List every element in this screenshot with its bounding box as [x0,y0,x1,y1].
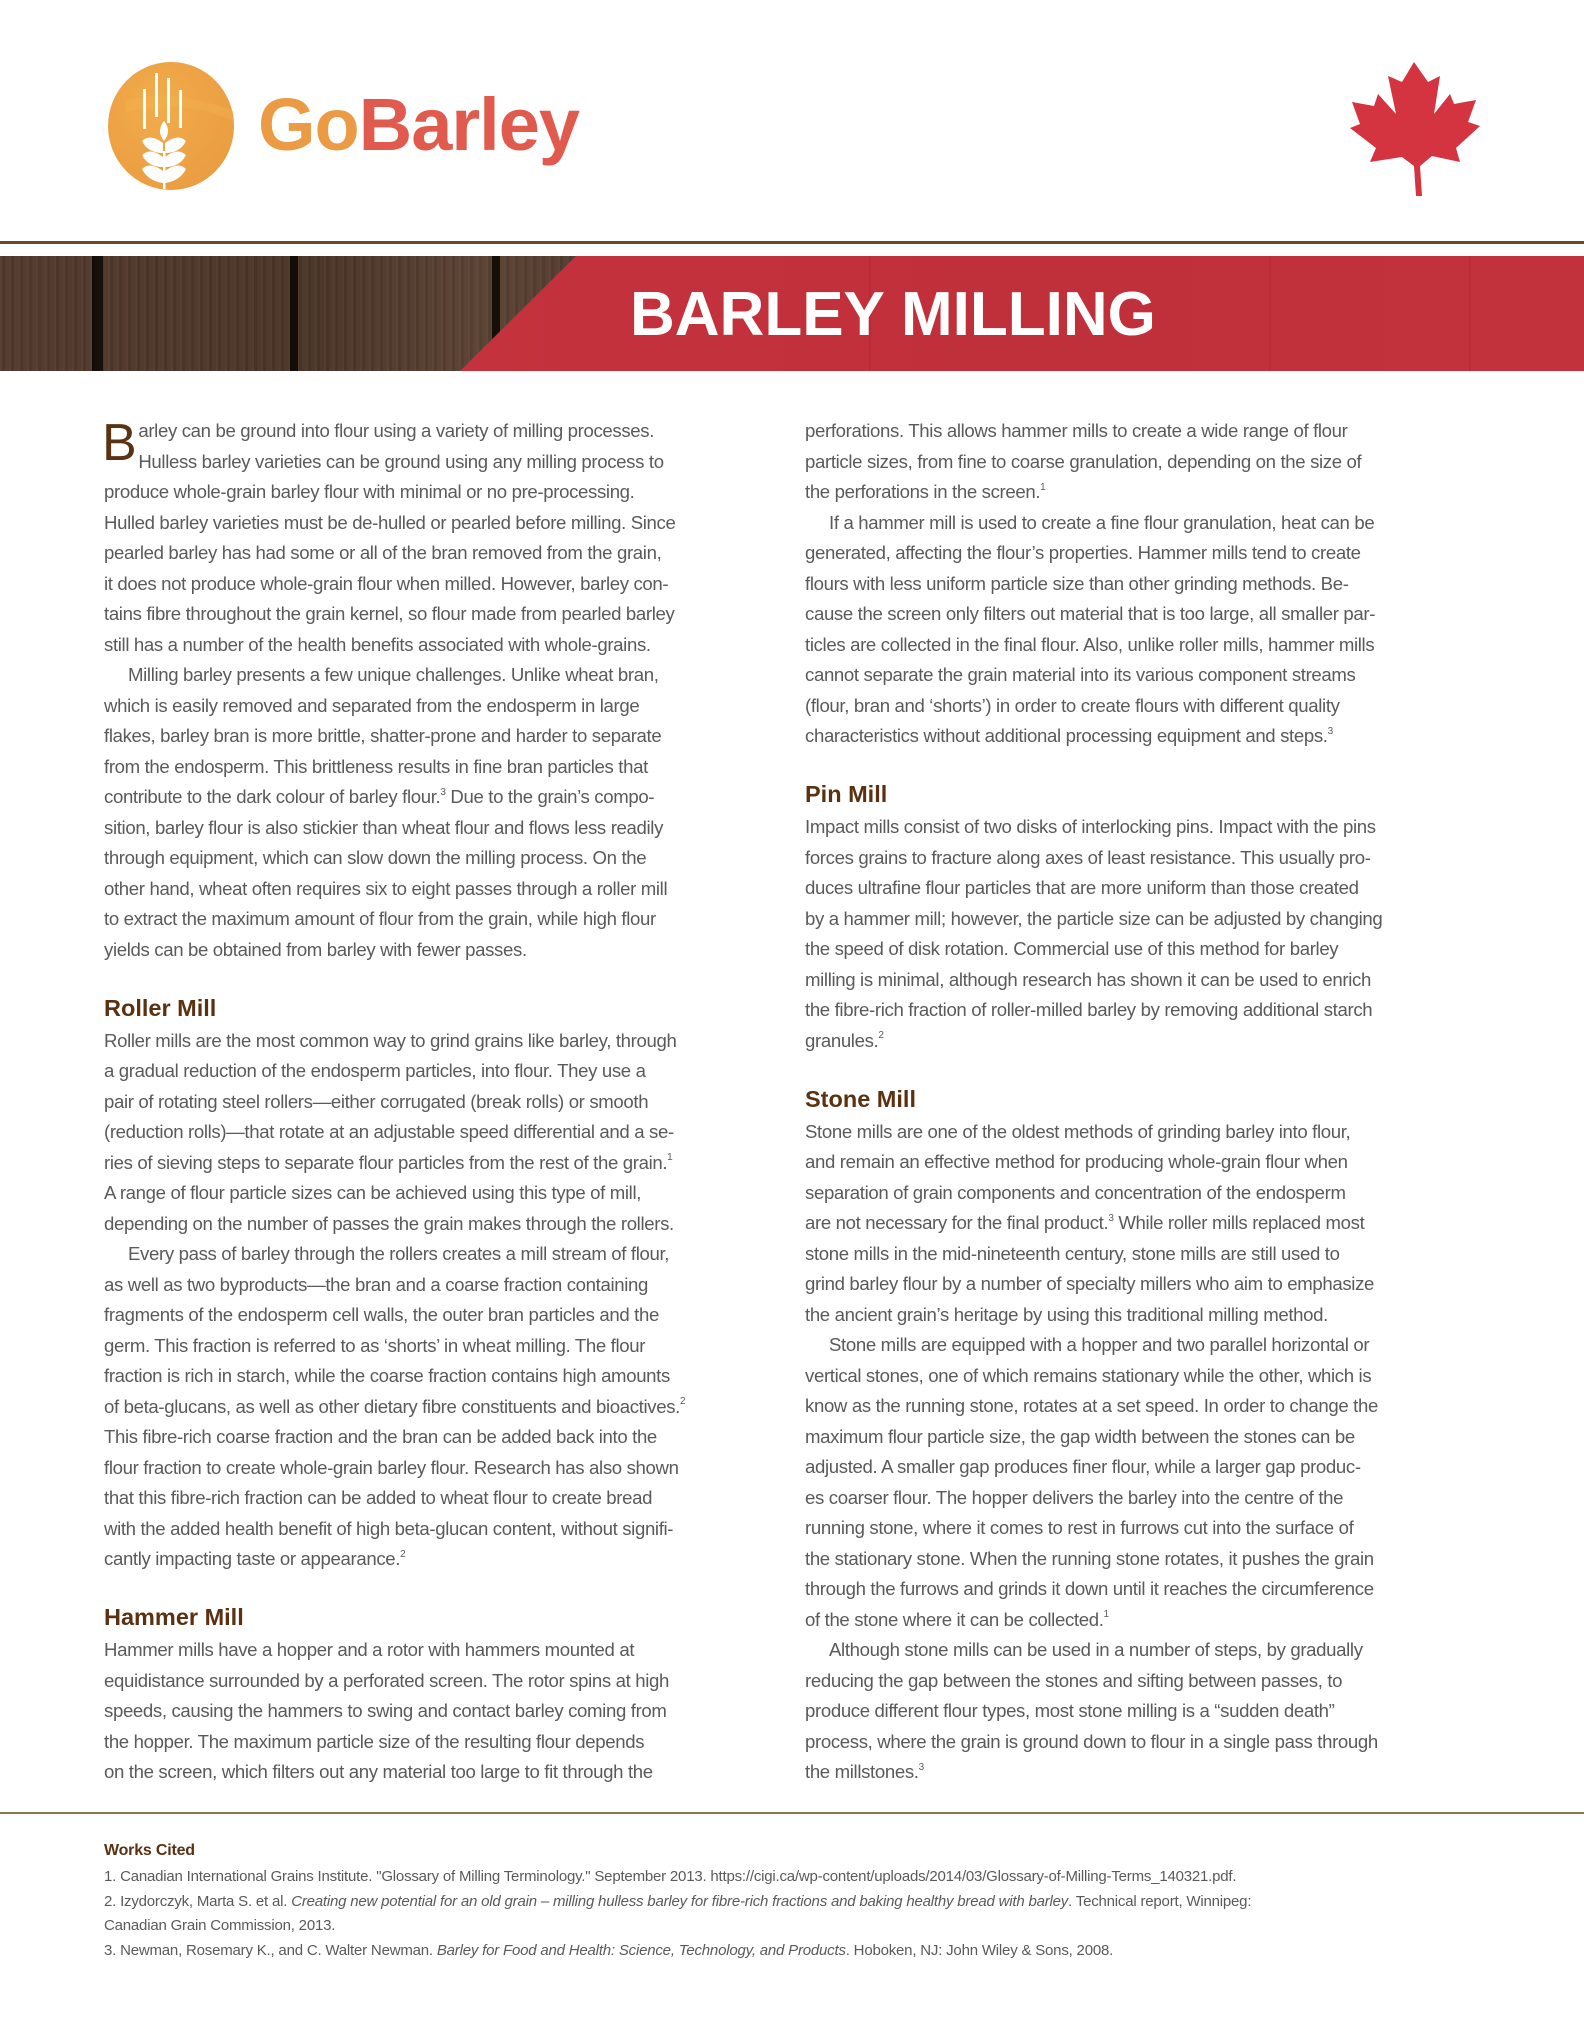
gobarley-logo-icon [106,61,236,191]
paragraph [805,1117,1485,1331]
text-line: fraction is rich in starch, while the coarse fraction contains high amounts [104,1365,670,1386]
text-line: the hopper. The maximum particle size of the resulting flour depends [104,1730,645,1752]
italic-title: Creating new potential for an old grain – milling hulless barley for fibre-rich fractions and baking healthy bread with barley [291,1892,1069,1910]
text-line [805,1605,1485,1636]
paragraph [104,1635,784,1788]
text-line: the speed of disk rotation. Commercial use of this method for barley [805,938,1339,959]
text-segment: 1. Canadian International Grains Institute. "Glossary of Milling Terminology." September 2013. https://cigi.ca/wp-content/uploads/2014/03/Glossary-of-Milling-Terms_140321.pdf. [104,1868,1237,1885]
text-line: produce different flour types, most stone milling is a “sudden death” [805,1700,1335,1721]
paragraph [104,660,784,965]
text-line: to extract the maximum amount of flour from the grain, while high flour [104,908,656,929]
paragraph [805,812,1485,1056]
text-line: equidistance surrounded by a perforated screen. The rotor spins at high [104,1669,670,1691]
paragraph [104,416,784,660]
text-line: produce whole-grain barley flour with minimal or no pre-processing. [104,481,635,502]
text-line: fragments of the endosperm cell walls, the outer bran particles and the [104,1304,659,1325]
text-line: through equipment, which can slow down the milling process. On the [104,847,647,868]
text-line: arley can be ground into flour using a variety of milling processes. [138,420,655,441]
text-segment: cantly impacting taste or appearance. [104,1548,401,1569]
text-line: yields can be obtained from barley with fewer passes. [104,938,527,960]
header-divider [0,241,1584,244]
footnote-ref: 1 [667,1152,673,1164]
text-line: tains fibre throughout the grain kernel, so flour made from pearled barley [104,603,675,624]
text-line: which is easily removed and separated from the endosperm in large [104,694,640,716]
text-segment: While roller mills replaced most [1113,1212,1365,1233]
footnote-ref: 1 [1040,481,1046,493]
text-line: sition, barley flour is also stickier than wheat flour and flows less readily [104,816,664,838]
text-segment: 3. Newman, Rosemary K., and C. Walter Newman. [104,1941,437,1959]
text-line: it does not produce whole-grain flour when milled. However, barley con- [104,572,669,594]
paragraph [104,1026,784,1240]
text-line: milling is minimal, although research has shown it can be used to enrich [805,968,1371,990]
right-column [805,416,1485,1788]
text-line: flours with less uniform particle size than other grinding methods. Be- [805,572,1349,594]
footnote-ref: 3 [918,1761,924,1773]
text-segment: Canadian Grain Commission, 2013. [104,1917,336,1934]
drop-cap: B [102,414,137,472]
text-line [805,1026,1485,1057]
text-segment: characteristics without additional processing equipment and steps. [805,725,1328,746]
brand-barley: Barley [358,83,580,166]
italic-title: Barley for Food and Health: Science, Technology, and Products [436,1941,846,1959]
text-line: from the endosperm. This brittleness results in fine bran particles that [104,755,648,777]
wheat-circle-icon [106,61,236,191]
citation-line [104,1914,1524,1939]
text-line: cannot separate the grain material into its various component streams [805,664,1356,685]
text-line: flour fraction to create whole-grain barley flour. Research has also shown [104,1456,679,1478]
text-segment: ries of sieving steps to separate flour particles from the rest of the grain. [104,1151,668,1173]
works-cited-title: Works Cited [104,1842,195,1859]
text-segment: granules. [805,1029,879,1051]
left-column [104,416,784,1788]
brand-go: Go [258,83,359,166]
text-line: on the screen, which filters out any material too large to fit through the [104,1761,653,1782]
text-line: depending on the number of passes the grain makes through the rollers. [104,1212,674,1234]
text-line: If a hammer mill is used to create a fine flour granulation, heat can be [829,511,1375,533]
text-segment: of the stone where it can be collected. [805,1608,1104,1630]
text-line: flakes, barley bran is more brittle, shatter-prone and harder to separate [104,725,662,746]
section-heading: Stone Mill [805,1085,916,1112]
text-line: A range of flour particle sizes can be achieved using this type of mill, [104,1182,642,1203]
text-line: by a hammer mill; however, the particle size can be adjusted by changing [805,907,1383,929]
page-title: BARLEY MILLING [630,280,1156,349]
text-line: and remain an effective method for producing whole-grain flour when [805,1151,1348,1172]
text-line: This fibre-rich coarse fraction and the bran can be added back into the [104,1426,657,1447]
footnote-ref: 3 [440,786,446,798]
text-line: know as the running stone, rotates at a set speed. In order to change the [805,1395,1378,1416]
text-line: adjusted. A smaller gap produces finer flour, while a larger gap produc- [805,1456,1361,1477]
text-line: still has a number of the health benefits associated with whole-grains. [104,633,651,655]
text-line: with the added health benefit of high beta-glucan content, without signifi- [104,1517,674,1539]
text-line: germ. This fraction is referred to as ‘shorts’ in wheat milling. The flour [104,1334,646,1356]
footnote-ref: 2 [878,1030,884,1042]
text-line: pair of rotating steel rollers—either corrugated (break rolls) or smooth [104,1090,649,1112]
brand-wordmark [258,80,579,170]
text-segment: the millstones. [805,1761,919,1782]
text-segment: of beta-glucans, as well as other dietary fibre constituents and bioactives. [104,1395,680,1417]
footnote-ref: 2 [400,1548,406,1560]
text-segment: Due to the grain’s compo- [445,786,655,807]
text-line: generated, affecting the flour’s properties. Hammer mills tend to create [805,542,1361,563]
text-line: a gradual reduction of the endosperm particles, into flour. They use a [104,1060,646,1081]
text-line: Every pass of barley through the rollers creates a mill stream of flour, [128,1243,670,1264]
text-line [805,1208,1485,1239]
text-segment: contribute to the dark colour of barley flour. [104,786,441,807]
text-line: stone mills in the mid-nineteenth century, stone mills are still used to [805,1242,1340,1264]
text-line: grind barley flour by a number of specialty millers who aim to emphasize [805,1273,1375,1294]
text-segment: . Hoboken, NJ: John Wiley & Sons, 2008. [845,1941,1114,1959]
paragraph [805,416,1485,508]
footnote-ref: 3 [1327,725,1333,737]
text-line: perforations. This allows hammer mills to create a wide range of flour [805,420,1348,441]
text-line: through the furrows and grinds it down until it reaches the circumference [805,1578,1374,1599]
text-line: cause the screen only filters out material that is too large, all smaller par- [805,603,1376,624]
text-line [805,1757,1485,1788]
paragraph [805,508,1485,752]
text-line: Milling barley presents a few unique challenges. Unlike wheat bran, [128,664,659,685]
text-segment: the perforations in the screen. [805,481,1041,502]
text-line: ticles are collected in the final flour. Also, unlike roller mills, hammer mills [805,633,1375,655]
section-heading: Roller Mill [104,994,217,1021]
text-line: that this fibre-rich fraction can be added to wheat flour to create bread [104,1487,653,1508]
text-line: reducing the gap between the stones and sifting between passes, to [805,1669,1343,1691]
paragraph [805,1635,1485,1788]
text-line [104,1544,784,1575]
text-line [805,721,1485,752]
text-segment: are not necessary for the final product. [805,1212,1109,1233]
text-line [805,477,1485,508]
text-line: the ancient grain’s heritage by using this traditional milling method. [805,1303,1328,1325]
title-banner [0,256,1584,371]
text-line: forces grains to fracture along axes of least resistance. This usually pro- [805,846,1371,868]
text-line: particle sizes, from fine to coarse granulation, depending on the size of [805,450,1362,472]
text-line: maximum flour particle size, the gap width between the stones can be [805,1425,1355,1447]
citation-line [104,1939,1524,1964]
text-line: other hand, wheat often requires six to eight passes through a roller mill [104,877,668,899]
section-heading: Pin Mill [805,781,888,807]
footnote-ref: 3 [1108,1212,1114,1224]
text-line: (flour, bran and ‘shorts’) in order to create flours with different quality [805,694,1340,716]
section-heading: Hammer Mill [104,1604,244,1630]
text-line: as well as two byproducts—the bran and a coarse fraction containing [104,1273,648,1295]
text-line: Stone mills are one of the oldest methods of grinding barley into flour, [805,1120,1351,1142]
text-line: pearled barley has had some or all of the bran removed from the grain, [104,542,662,563]
paragraph [805,1330,1485,1635]
maple-leaf-icon [1348,62,1480,196]
text-line: Hulled barley varieties must be de-hulled or pearled before milling. Since [104,511,676,533]
text-line: duces ultrafine flour particles that are more uniform than those created [805,877,1359,898]
text-line: separation of grain components and concentration of the endosperm [805,1181,1346,1203]
text-line: Impact mills consist of two disks of interlocking pins. Impact with the pins [805,816,1376,837]
citation-line [104,1890,1524,1915]
text-line: Although stone mills can be used in a number of steps, by gradually [829,1639,1363,1660]
text-segment: 2. Izydorczyk, Marta S. et al. [104,1892,292,1910]
text-line: (reduction rolls)—that rotate at an adjustable speed differential and a se- [104,1121,674,1142]
text-line: the stationary stone. When the running stone rotates, it pushes the grain [805,1547,1374,1569]
text-line: Hammer mills have a hopper and a rotor with hammers mounted at [104,1639,635,1660]
text-line: es coarser flour. The hopper delivers the barley into the centre of the [805,1486,1344,1508]
text-line: speeds, causing the hammers to swing and contact barley coming from [104,1700,667,1721]
text-line: running stone, where it comes to rest in furrows cut into the surface of [805,1517,1354,1538]
text-line [104,782,784,813]
works-cited [104,1839,1524,1963]
text-segment: . Technical report, Winnipeg: [1068,1892,1252,1910]
works-cited-list [104,1865,1524,1963]
text-line: Roller mills are the most common way to grind grains like barley, through [104,1029,677,1051]
text-line: Stone mills are equipped with a hopper and two parallel horizontal or [829,1334,1370,1355]
text-line: Hulless barley varieties can be ground using any milling process to [138,450,664,472]
paragraph [104,1239,784,1575]
citation-line [104,1865,1524,1890]
footnote-ref: 1 [1103,1609,1109,1621]
text-line [104,1392,784,1423]
text-line [104,1148,784,1179]
footnote-ref: 2 [679,1396,686,1408]
text-line: process, where the grain is ground down to flour in a single pass through [805,1730,1378,1752]
text-line: vertical stones, one of which remains stationary while the other, which is [805,1364,1372,1386]
text-line: the fibre-rich fraction of roller-milled barley by removing additional starch [805,999,1373,1020]
footer-divider [0,1812,1584,1814]
